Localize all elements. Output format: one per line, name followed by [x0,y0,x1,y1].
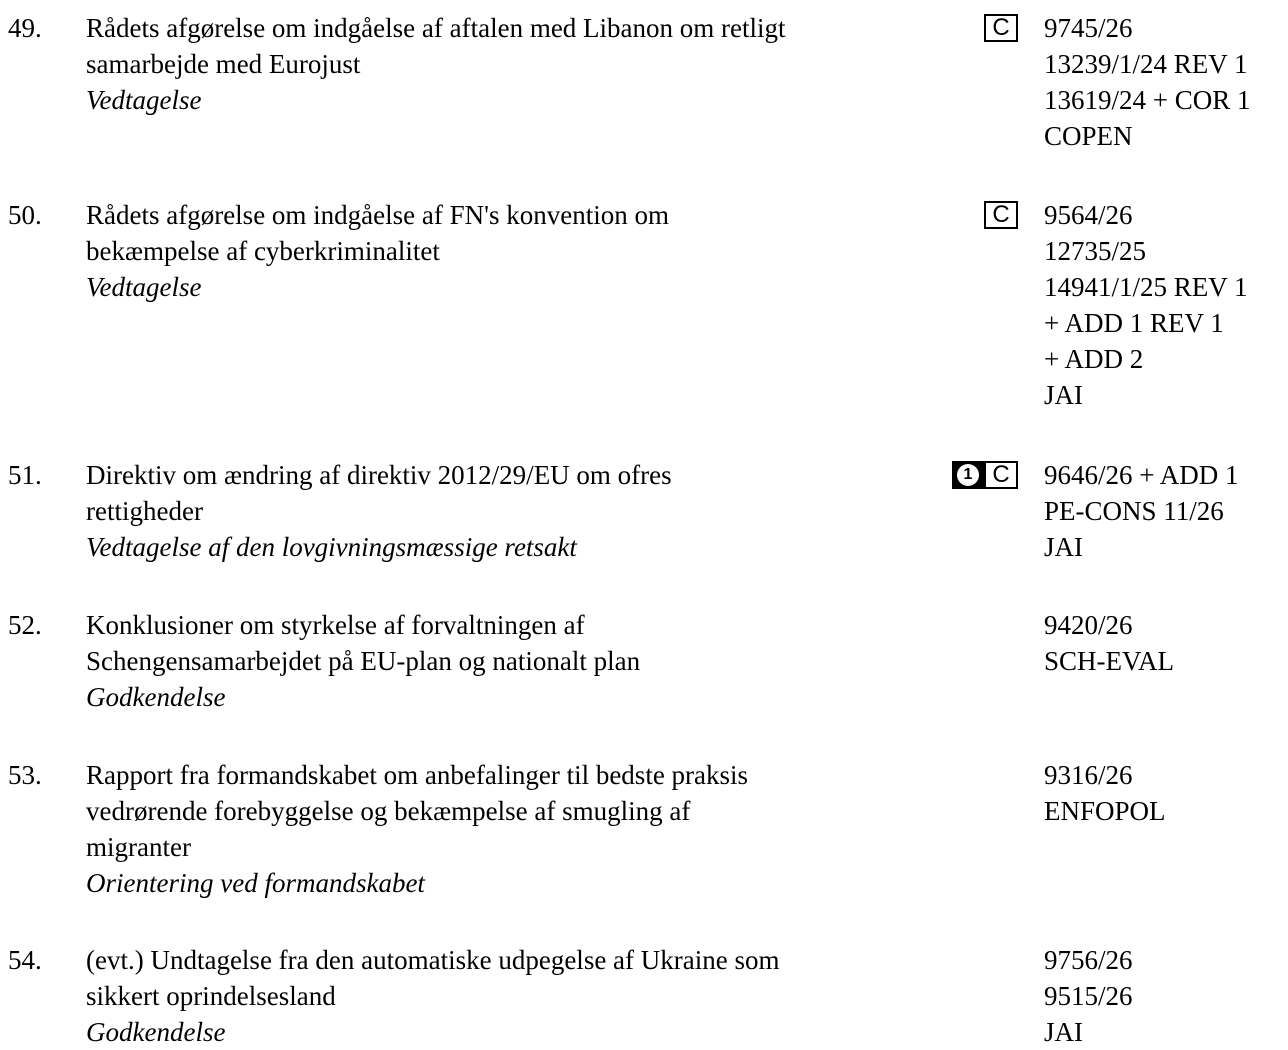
item-references [1044,197,1248,413]
item-title-line: vedrørende forebyggelse og bekæmpelse af smugling af [86,796,691,826]
item-action: Orientering ved formandskabet [86,868,425,898]
reference: SCH-EVAL [1044,646,1175,676]
reference: 12735/25 [1044,236,1147,266]
item-number: 53. [8,760,42,790]
reference: JAI [1044,1017,1083,1047]
reference: 9316/26 [1044,760,1133,790]
c-marker-icon: C [984,14,1018,42]
item-body [86,10,926,118]
reference: 13619/24 + COR 1 [1044,85,1251,115]
item-title-line: Rapport fra formandskabet om anbefalinger til bedste praksis [86,760,749,790]
item-references [1044,757,1166,829]
item-action: Vedtagelse [86,85,202,115]
first-reading-marker-glyph: 1 [957,464,979,486]
reference: 9745/26 [1044,13,1133,43]
item-title-line: samarbejde med Eurojust [86,49,361,79]
item-title-line: Rådets afgørelse om indgåelse af FN's konvention om [86,200,669,230]
item-body [86,457,926,565]
item-title-line: Konklusioner om styrkelse af forvaltningen af [86,610,585,640]
item-body [86,942,926,1050]
item-references [1044,942,1133,1050]
reference: + ADD 2 [1044,344,1144,374]
item-number: 54. [8,945,42,975]
item-body [86,757,926,901]
first-reading-marker-icon [952,461,984,489]
item-title-line: bekæmpelse af cyberkriminalitet [86,236,440,266]
reference: JAI [1044,380,1083,410]
reference: 9646/26 + ADD 1 [1044,460,1239,490]
reference: 9420/26 [1044,610,1133,640]
item-title-line: migranter [86,832,191,862]
item-references [1044,457,1238,565]
reference: 14941/1/25 REV 1 [1044,272,1248,302]
item-title-line: Direktiv om ændring af direktiv 2012/29/EU om ofres [86,460,672,490]
item-icons [984,14,1018,42]
item-title-line: (evt.) Undtagelse fra den automatiske udpegelse af Ukraine som [86,945,780,975]
reference: JAI [1044,532,1083,562]
item-title-line: sikkert oprindelsesland [86,981,336,1011]
reference: 13239/1/24 REV 1 [1044,49,1248,79]
item-body [86,607,926,715]
c-marker-icon: C [984,461,1018,489]
item-action: Godkendelse [86,1017,226,1047]
item-references [1044,10,1251,154]
item-number: 52. [8,610,42,640]
reference: 9564/26 [1044,200,1133,230]
reference: COPEN [1044,121,1133,151]
reference: PE-CONS 11/26 [1044,496,1224,526]
reference: + ADD 1 REV 1 [1044,308,1224,338]
item-references [1044,607,1174,679]
reference: 9515/26 [1044,981,1133,1011]
item-body [86,197,926,305]
item-number: 49. [8,13,42,43]
item-number: 50. [8,200,42,230]
reference: ENFOPOL [1044,796,1166,826]
item-action: Vedtagelse [86,272,202,302]
item-number: 51. [8,460,42,490]
item-title-line: Schengensamarbejdet på EU-plan og nationalt plan [86,646,641,676]
item-icons [952,461,1018,489]
c-marker-icon: C [984,201,1018,229]
item-action: Vedtagelse af den lovgivningsmæssige retsakt [86,532,577,562]
item-title-line: rettigheder [86,496,203,526]
item-icons [984,201,1018,229]
item-title-line: Rådets afgørelse om indgåelse af aftalen med Libanon om retligt [86,13,786,43]
reference: 9756/26 [1044,945,1133,975]
item-action: Godkendelse [86,682,226,712]
